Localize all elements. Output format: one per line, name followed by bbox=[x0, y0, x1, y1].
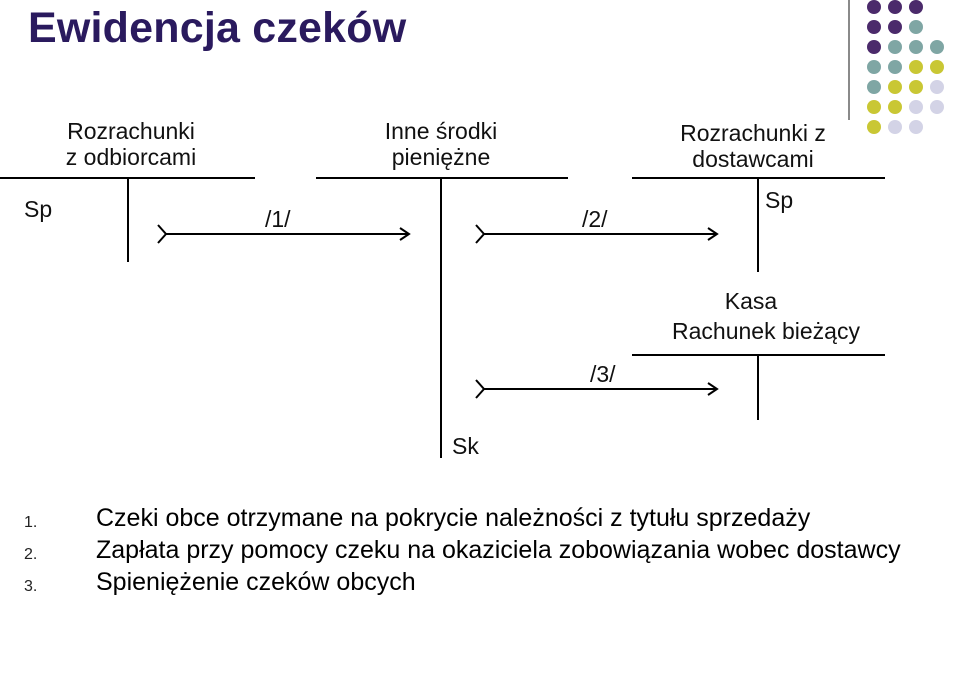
operations-list bbox=[24, 503, 944, 599]
list-item bbox=[24, 567, 944, 597]
slide-title: Ewidencja czeków bbox=[28, 4, 407, 52]
account-label-line: z odbiorcami bbox=[65, 144, 197, 170]
account-label-line: dostawcami bbox=[692, 146, 814, 172]
operation-marker-2: /2/ bbox=[582, 206, 608, 232]
opening-balance-right: Sp bbox=[765, 187, 794, 213]
account-label-line: Rachunek bieżący bbox=[672, 318, 860, 344]
operation-marker-1: /1/ bbox=[265, 206, 291, 232]
account-label-line: Kasa bbox=[724, 288, 778, 314]
operation-marker-3: /3/ bbox=[590, 361, 616, 387]
account-label-bank bbox=[638, 288, 894, 344]
closing-balance: Sk bbox=[452, 433, 479, 459]
account-label-line: Rozrachunki bbox=[67, 118, 195, 144]
list-item bbox=[24, 535, 944, 565]
list-item-number: 1. bbox=[24, 514, 38, 531]
account-label-line: pieniężne bbox=[391, 144, 491, 170]
account-label-payables bbox=[646, 120, 860, 172]
list-item-number: 3. bbox=[24, 578, 38, 595]
opening-balance-left: Sp bbox=[24, 196, 53, 222]
list-item-text: Spieniężenie czeków obcych bbox=[96, 568, 416, 596]
account-label-line: Rozrachunki z bbox=[680, 120, 826, 146]
list-item bbox=[24, 503, 944, 533]
account-label-cash bbox=[352, 118, 530, 170]
list-item-text: Czeki obce otrzymane na pokrycie należności z tytułu sprzedaży bbox=[96, 504, 811, 532]
list-item-text: Zapłata przy pomocy czeku na okaziciela zobowiązania wobec dostawcy bbox=[96, 536, 901, 564]
account-label-line: Inne środki bbox=[384, 118, 498, 144]
list-item-number: 2. bbox=[24, 546, 38, 563]
account-label-receivables bbox=[42, 118, 220, 170]
